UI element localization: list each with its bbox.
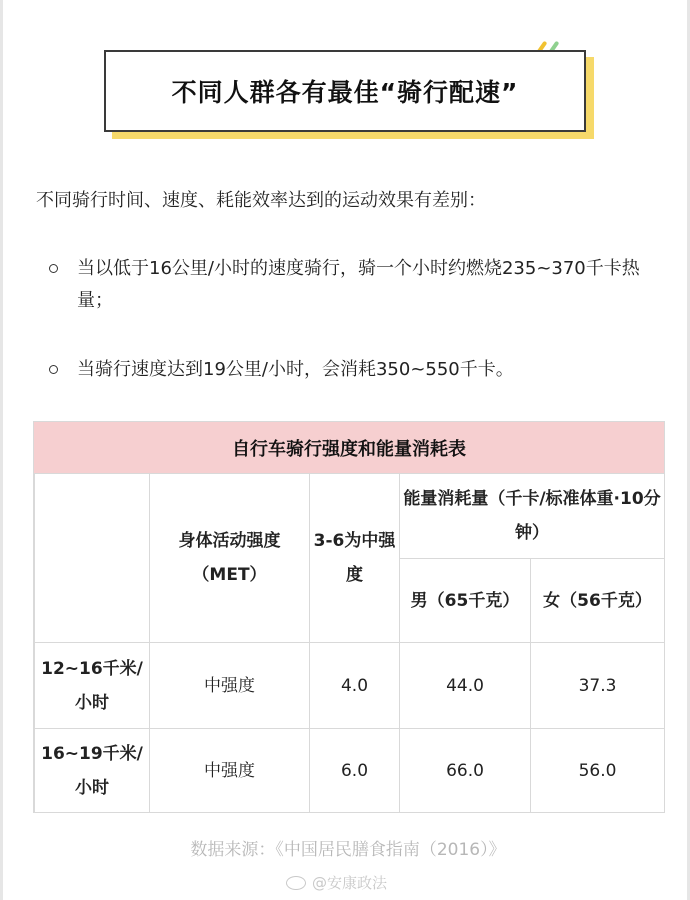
- intro-text: 不同骑行时间、速度、耗能效率达到的运动效果有差别：: [36, 190, 486, 211]
- row-male: 66.0: [400, 729, 531, 813]
- table-row: [35, 729, 665, 813]
- row-female: 56.0: [531, 729, 665, 813]
- list-item-text: 当骑行速度达到19公里/小时，会消耗350~550千卡。: [77, 359, 514, 380]
- list-item: [53, 354, 653, 386]
- energy-table: [33, 421, 665, 813]
- row-female: 37.3: [531, 643, 665, 729]
- row-met: 4.0: [310, 643, 400, 729]
- table-caption: 自行车骑行强度和能量消耗表: [34, 422, 664, 473]
- row-intensity: 中强度: [150, 643, 310, 729]
- row-speed: 16~19千米/小时: [35, 729, 150, 813]
- header-intensity: 身体活动强度（MET）: [150, 474, 310, 643]
- header-energy: 能量消耗量（千卡/标准体重·10分钟）: [400, 474, 665, 559]
- watermark-text: @安康政法: [312, 874, 388, 892]
- header-met: 3-6为中强度: [310, 474, 400, 643]
- circle-bullet-icon: [49, 365, 58, 374]
- title-box: [104, 50, 586, 132]
- energy-table-grid: [34, 473, 665, 813]
- header-female: 女（56千克）: [531, 559, 665, 643]
- page-title: 不同人群各有最佳“骑行配速”: [171, 78, 519, 107]
- row-intensity: 中强度: [150, 729, 310, 813]
- table-corner-cell: [35, 474, 150, 643]
- watermark: [286, 872, 387, 893]
- circle-bullet-icon: [49, 264, 58, 273]
- header-male: 男（65千克）: [400, 559, 531, 643]
- row-speed: 12~16千米/小时: [35, 643, 150, 729]
- list-item-text: 当以低于16公里/小时的速度骑行，骑一个小时约燃烧235~370千卡热量；: [77, 258, 640, 311]
- table-row: [35, 643, 665, 729]
- source-note: 数据来源：《中国居民膳食指南（2016）》: [190, 840, 506, 860]
- row-met: 6.0: [310, 729, 400, 813]
- row-male: 44.0: [400, 643, 531, 729]
- weibo-icon: [286, 876, 306, 890]
- list-item: [53, 253, 653, 317]
